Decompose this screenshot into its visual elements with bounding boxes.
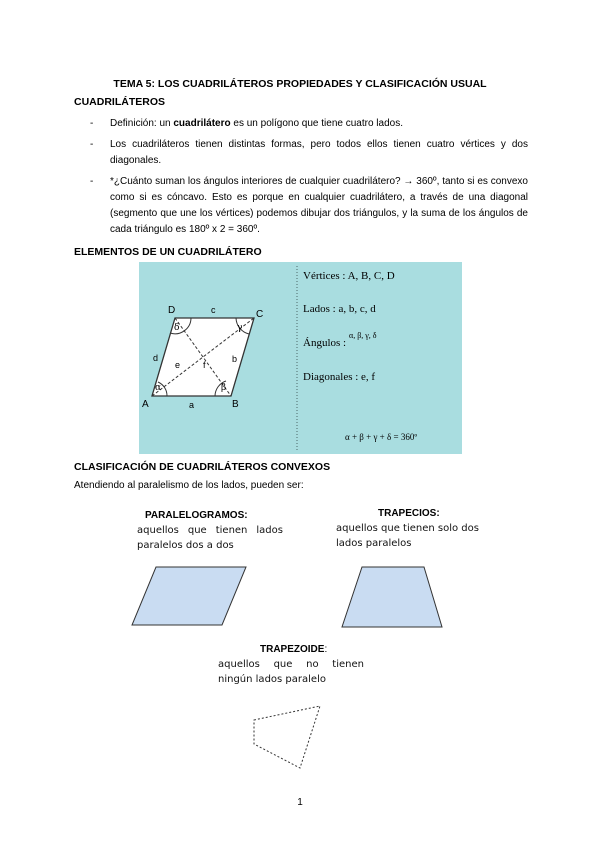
legend-angles-value: α, β, γ, δ	[349, 331, 377, 340]
figure-svg	[139, 262, 462, 454]
trapezoide-title-text: TRAPEZOIDE	[260, 644, 325, 655]
legend-formula: α + β + γ + δ = 360º	[345, 432, 418, 442]
bullet-dash: -	[90, 139, 94, 150]
classification-intro: Atendiendo al paralelismo de los lados, pueden ser:	[74, 480, 304, 491]
diagonal-label-e: e	[175, 360, 181, 370]
side-label-c: c	[211, 305, 216, 315]
trapezoide-desc-line1: aquellos que no tienen	[218, 659, 364, 670]
legend-vertices: Vértices : A, B, C, D	[303, 270, 395, 282]
vertex-label-c: C	[256, 309, 264, 320]
section-heading-clasificacion: CLASIFICACIÓN DE CUADRILÁTEROS CONVEXOS	[74, 461, 331, 473]
trapezium-polygon	[342, 567, 442, 627]
bullet-text: *¿Cuánto suman los ángulos interiores de cualquier cuadrilátero? → 360º, tanto si es convexo como si es cóncavo. Esto es porque en cualquier cuadrilátero, a través de una diagonal (segmento que une los vértices) podemos dibujar dos triángulos, y la suma de los ángulos de cada triángulo es 180º x 2 = 360º.	[110, 176, 528, 235]
angle-label-delta: δ	[174, 323, 180, 333]
paralelogramos-description	[137, 523, 283, 553]
bullet-list	[90, 116, 528, 243]
trapezoide-title-colon: :	[324, 644, 328, 655]
diagonal-label-f: f	[203, 360, 206, 370]
bullet-text: Definición: un	[110, 118, 174, 129]
trapecios-desc-line2: lados paralelos	[336, 538, 412, 549]
paralelogramos-title: PARALELOGRAMOS:	[145, 510, 248, 521]
page-title: TEMA 5: LOS CUADRILÁTEROS PROPIEDADES Y CLASIFICACIÓN USUAL	[113, 78, 487, 90]
quadrilateral-elements-figure	[139, 262, 462, 454]
page-number: 1	[297, 797, 303, 808]
bullet-definicion	[90, 116, 528, 132]
angle-label-alpha: α	[155, 383, 162, 393]
side-label-a: a	[189, 400, 195, 410]
legend-diagonals: Diagonales : e, f	[303, 371, 376, 383]
side-label-b: b	[232, 354, 238, 364]
parallelogram-illustration	[130, 565, 248, 627]
bullet-dash: -	[90, 176, 94, 187]
vertex-label-d: D	[168, 305, 176, 316]
bullet-text: Los cuadriláteros tienen distintas formas, pero todos ellos tienen cuatro vértices y dos diagonales.	[110, 139, 528, 166]
paralelogramos-desc-line1: aquellos que tienen lados	[137, 525, 283, 536]
bullet-dash: -	[90, 118, 94, 129]
section-heading-cuadrilateros: CUADRILÁTEROS	[74, 96, 165, 108]
trapezoide-title	[260, 644, 327, 655]
bullet-bold-term: cuadrilátero	[173, 118, 231, 129]
bullet-formas	[90, 137, 528, 169]
trapezium-illustration	[340, 565, 444, 629]
side-label-d: d	[153, 353, 159, 363]
vertex-label-b: B	[232, 399, 239, 410]
angle-label-gamma: γ	[237, 323, 243, 333]
trapezoide-description	[218, 657, 364, 687]
legend-sides: Lados : a, b, c, d	[303, 303, 376, 315]
trapezoid-illustration	[248, 700, 328, 772]
bullet-angulos	[90, 174, 528, 238]
parallelogram-polygon	[132, 567, 246, 625]
vertex-label-a: A	[142, 399, 149, 410]
paralelogramos-desc-line2: paralelos dos a dos	[137, 540, 234, 551]
section-heading-elementos: ELEMENTOS DE UN CUADRILÁTERO	[74, 246, 262, 258]
trapecios-desc-line1: aquellos que tienen solo dos	[336, 523, 479, 534]
trapezoide-desc-line2: ningún lados paralelo	[218, 674, 326, 685]
trapezoid-polygon	[254, 706, 320, 768]
angle-label-beta: β	[221, 383, 227, 393]
legend-angles-label: Ángulos :	[303, 337, 347, 349]
trapecios-title: TRAPECIOS:	[378, 508, 440, 519]
trapecios-description	[336, 521, 484, 551]
bullet-text: es un polígono que tiene cuatro lados.	[230, 118, 403, 129]
